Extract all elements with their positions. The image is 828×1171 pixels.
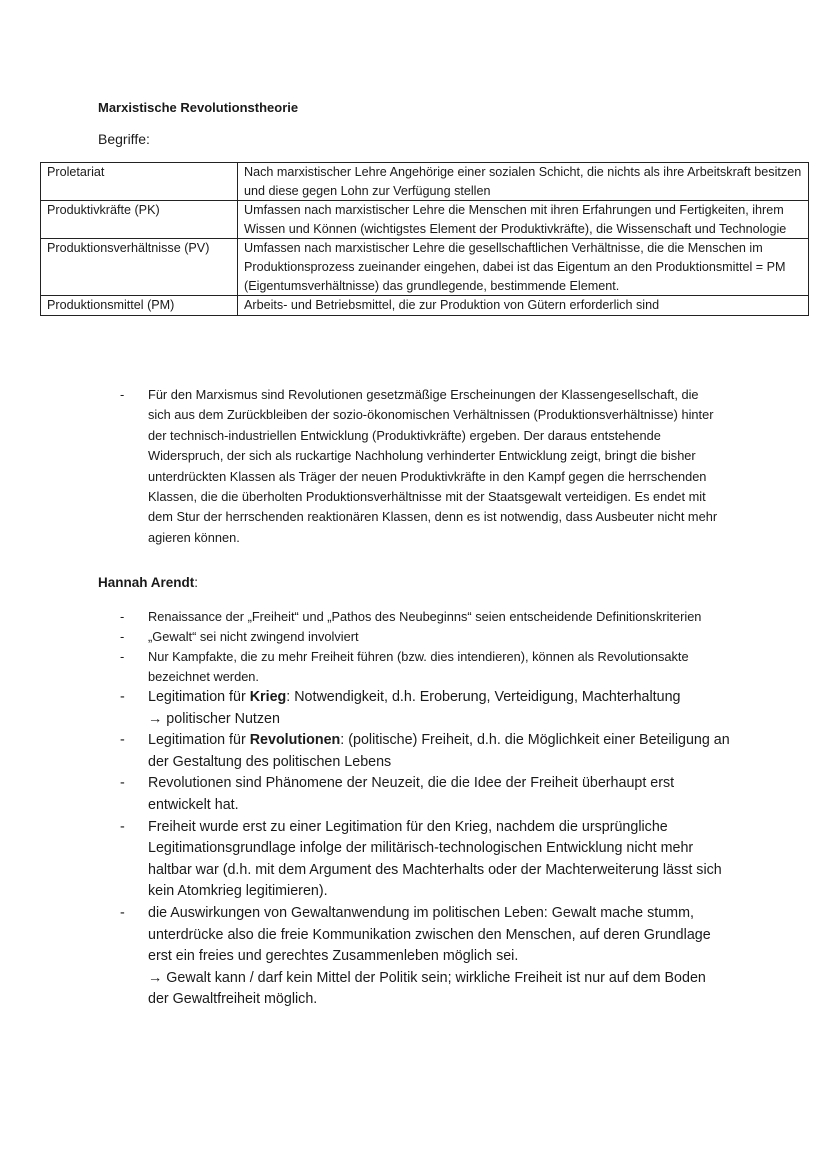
dash-bullet: - <box>120 609 125 624</box>
dash-bullet: - <box>120 904 125 921</box>
item-text: Revolutionen sind Phänomene der Neuzeit, die die Idee der Freiheit überhaupt erst entwickelt hat. <box>148 775 675 813</box>
arendt-heading <box>98 575 198 590</box>
arrow-right-icon: → <box>148 969 163 986</box>
list-item <box>120 647 730 687</box>
term-cell: Produktionsmittel (PM) <box>41 296 238 316</box>
arendt-name: Hannah Arendt <box>98 575 195 590</box>
list-item <box>120 773 730 816</box>
item-text: die Auswirkungen von Gewaltanwendung im politischen Leben: Gewalt mache stumm, unterdrücke also die freie Kommunikation zwischen den Menschen, auf deren Grundlage erst ein freies und gerechtes Zusammenleben möglich sei. <box>148 904 711 965</box>
list-item <box>120 385 720 548</box>
table-row <box>41 163 809 201</box>
dash-bullet: - <box>120 732 125 749</box>
item-text: „Gewalt“ sei nicht zwingend involviert <box>148 629 359 644</box>
item-text-post: : Notwendigkeit, d.h. Eroberung, Verteidigung, Machterhaltung <box>286 689 681 705</box>
definition-cell: Nach marxistischer Lehre Angehörige einer sozialen Schicht, die nichts als ihre Arbeitskraft besitzen und diese gegen Lohn zur Verfügung stellen <box>238 163 809 201</box>
list-item <box>120 730 730 773</box>
term-cell: Produktionsverhältnisse (PV) <box>41 239 238 296</box>
dash-bullet: - <box>120 689 125 705</box>
table-row <box>41 239 809 296</box>
item-text: Renaissance der „Freiheit“ und „Pathos des Neubeginns“ seien entscheidende Definitionskriterien <box>148 609 702 624</box>
item-text-pre: Legitimation für <box>148 689 250 705</box>
term-cell: Produktivkräfte (PK) <box>41 201 238 239</box>
item-bold-term: Revolutionen <box>249 732 341 749</box>
marxism-list <box>120 385 720 548</box>
document-title: Marxistische Revolutionstheorie <box>98 100 299 115</box>
definition-cell: Arbeits- und Betriebsmittel, die zur Produktion von Gütern erforderlich sind <box>238 296 809 316</box>
arendt-list <box>120 607 730 1011</box>
item-bold-term: Krieg <box>249 689 287 705</box>
dash-bullet: - <box>120 775 125 792</box>
list-item <box>120 627 730 647</box>
table-row <box>41 296 809 316</box>
arendt-colon: : <box>194 575 199 590</box>
item-arrow-text: politischer Nutzen <box>166 710 280 727</box>
table-row <box>41 201 809 239</box>
term-cell: Proletariat <box>41 163 238 201</box>
marxism-paragraph: Für den Marxismus sind Revolutionen gesetzmäßige Erscheinungen der Klassengesellschaft, die sich aus dem Zurückbleiben der sozio-ökonomischen Verhältnissen (Produktionsverhältnisse) hinter der technisch-industriellen Entwicklung (Produktivkräfte) ergeben. Der daraus entstehende Widerspruch, der sich als ruckartige Nachholung verhinderter Entwicklung zeigt, bringt die bisher unterdrückten Klassen als Träger der neuen Produktivkräfte in den Kampf gegen die herrschenden Klassen, die die überholten Produktionsverhältnisse mit der Staatsgewalt verteidigen. Es endet mit dem Stur der herrschenden reaktionären Klassen, denn es ist notwendig, dass Ausbeuter nicht mehr agieren können. <box>148 387 718 545</box>
item-text: Freiheit wurde erst zu einer Legitimation für den Krieg, nachdem die ursprüngliche Legitimationsgrundlage infolge der militärisch-technologischen Entwicklung nicht mehr haltbar war (d.h. mit dem Argument des Machterhalts oder der Machterweiterung lässt sich kein Atomkrieg legitimieren). <box>148 818 722 900</box>
item-text-pre: Legitimation für <box>148 732 250 749</box>
list-item <box>120 687 730 730</box>
item-text: Nur Kampfakte, die zu mehr Freiheit führen (bzw. dies intendieren), können als Revolutionsakte bezeichnet werden. <box>148 649 689 684</box>
item-text-post: : (politische) Freiheit, d.h. die Möglichkeit einer Beteiligung an der Gestaltung des politischen Lebens <box>148 732 730 770</box>
terms-heading: Begriffe: <box>98 131 150 147</box>
dash-bullet: - <box>120 818 125 835</box>
definition-cell: Umfassen nach marxistischer Lehre die gesellschaftlichen Verhältnisse, die die Menschen im Produktionsprozess zueinander eingehen, dabei ist das Eigentum an den Produktionsmittel = PM (Eigentumsverhältnisse) das grundlegende, bestimmende Element. <box>238 239 809 296</box>
list-item <box>120 607 730 627</box>
list-item <box>120 903 730 1011</box>
dash-bullet: - <box>120 629 125 644</box>
arrow-right-icon: → <box>148 710 163 727</box>
item-arrow-text: Gewalt kann / darf kein Mittel der Politik sein; wirkliche Freiheit ist nur auf dem Boden der Gewaltfreiheit möglich. <box>148 969 706 1008</box>
dash-bullet: - <box>120 387 125 402</box>
dash-bullet: - <box>120 649 125 664</box>
definition-cell: Umfassen nach marxistischer Lehre die Menschen mit ihren Erfahrungen und Fertigkeiten, ihrem Wissen und Können (wichtigstes Element der Produktivkräfte), die Wissenschaft und Technologie <box>238 201 809 239</box>
list-item <box>120 817 730 903</box>
terms-table <box>40 162 809 316</box>
